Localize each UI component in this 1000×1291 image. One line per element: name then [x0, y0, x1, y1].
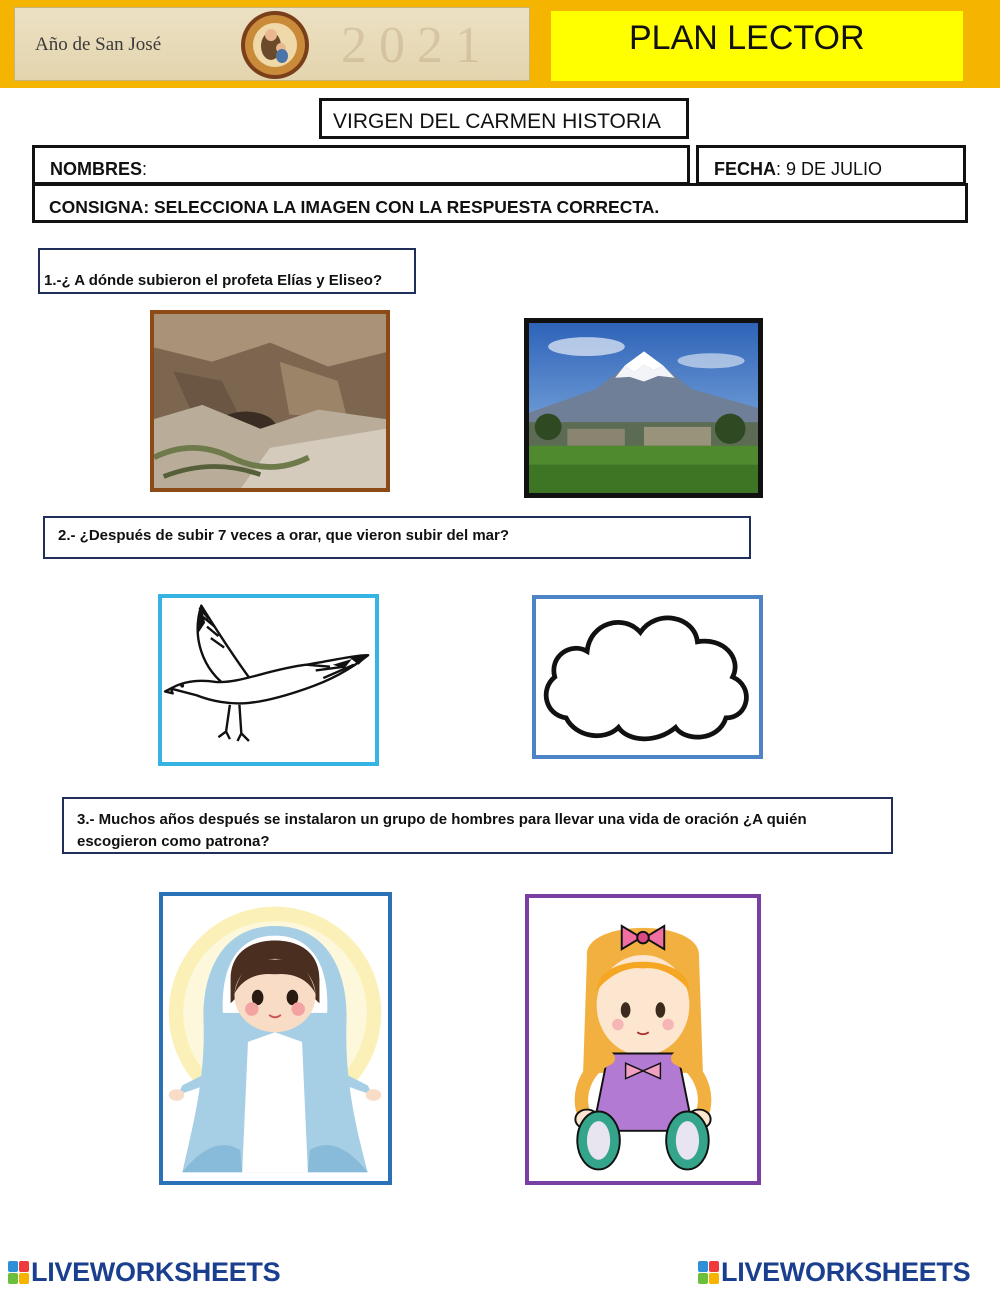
consigna-wrap — [49, 197, 659, 218]
nombres-colon: : — [142, 159, 148, 179]
snowy-volcano-image — [529, 323, 758, 493]
year-watermark: 2021 — [341, 17, 493, 74]
nombres-label: NOMBRES — [50, 159, 143, 179]
worksheet-title-box — [319, 98, 689, 139]
virgin-mary-image — [163, 896, 388, 1181]
option-rocky-cave[interactable] — [150, 310, 390, 492]
rocky-cave-image — [154, 314, 386, 488]
question-1 — [38, 248, 416, 294]
fecha-field — [696, 145, 966, 185]
question-1-text: 1.-¿ A dónde subieron el profeta Elías y Eliseo? — [44, 272, 383, 289]
liveworksheets-logo-right[interactable] — [698, 1258, 970, 1286]
year-banner — [14, 7, 530, 81]
header-banner — [0, 0, 1000, 88]
doll-image — [529, 898, 757, 1181]
nombres-label-wrap — [50, 159, 147, 180]
consigna-box — [32, 183, 968, 223]
year-banner-text: Año de San José — [35, 34, 162, 55]
question-3 — [62, 797, 893, 854]
fecha-label-wrap — [714, 159, 882, 180]
fecha-value: : 9 DE JULIO — [776, 159, 883, 179]
logo-left-text: LIVEWORKSHEETS — [31, 1256, 281, 1287]
option-doll[interactable] — [525, 894, 761, 1185]
cloud-image — [536, 599, 759, 755]
plan-title-panel — [551, 11, 963, 81]
consigna-label: CONSIGNA — [49, 197, 144, 217]
saint-joseph-medallion — [227, 10, 323, 80]
liveworksheets-mark-icon — [8, 1261, 28, 1283]
question-2 — [43, 516, 751, 559]
question-2-text: 2.- ¿Después de subir 7 veces a orar, que vieron subir del mar? — [58, 527, 510, 544]
liveworksheets-logo-left[interactable] — [8, 1258, 280, 1286]
fecha-label: FECHA — [714, 159, 776, 179]
bird-image — [162, 598, 375, 762]
consigna-text: : SELECCIONA LA IMAGEN CON LA RESPUESTA CORRECTA. — [143, 197, 660, 217]
question-3-text: 3.- Muchos años después se instalaron un grupo de hombres para llevar una vida de oración ¿A quién escogieron como patrona? — [77, 811, 807, 850]
plan-title: PLAN LECTOR — [629, 19, 865, 57]
option-virgin-mary[interactable] — [159, 892, 392, 1185]
option-cloud[interactable] — [532, 595, 763, 759]
logo-right-text: LIVEWORKSHEETS — [721, 1256, 971, 1287]
option-bird[interactable] — [158, 594, 379, 766]
nombres-field[interactable] — [32, 145, 690, 185]
option-snowy-volcano[interactable] — [524, 318, 763, 498]
liveworksheets-mark-icon — [698, 1261, 718, 1283]
worksheet-title: VIRGEN DEL CARMEN HISTORIA — [333, 110, 661, 133]
